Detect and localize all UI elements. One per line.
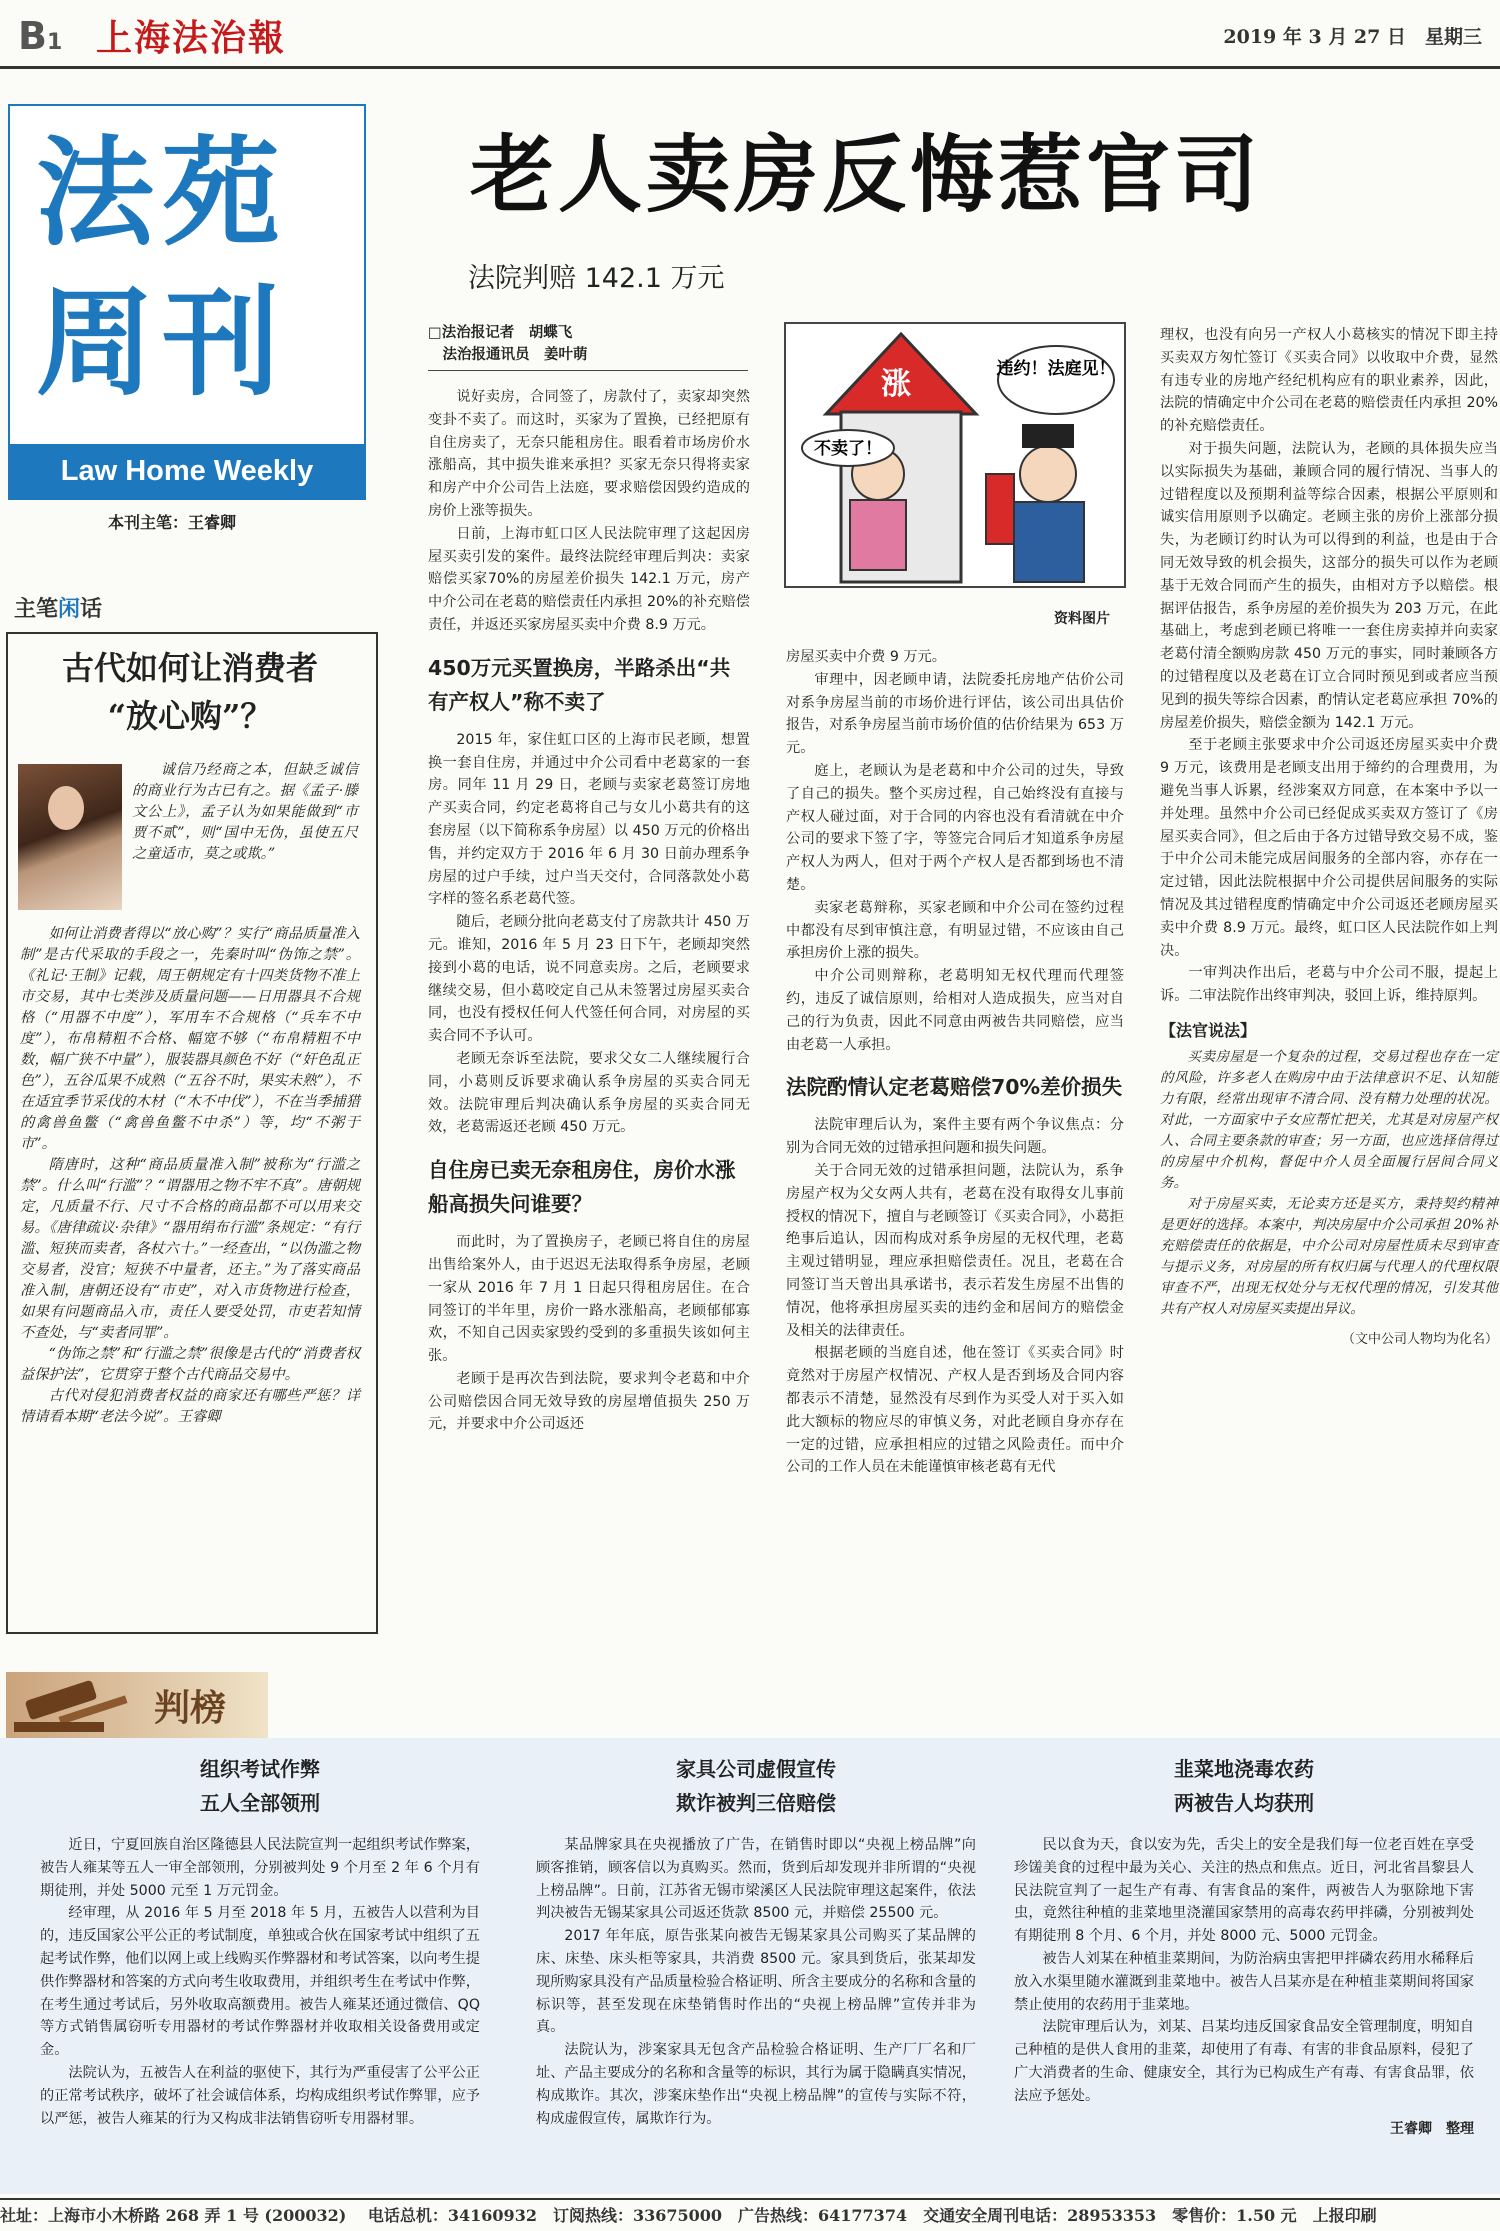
panbang-gavel-banner	[6, 1672, 268, 1738]
column-para: 古代对侵犯消费者权益的商家还有哪些严惩？详情请看本期“老法今说”。王睿卿	[20, 1388, 360, 1425]
panbang-title: 两被告人均获刑	[1174, 1791, 1314, 1815]
column-intro: 诚信乃经商之本，但缺乏诚信的商业行为古已有之。据《孟子·滕文公上》，孟子认为如果能做到“市贾不贰”，则“国中无伪，虽使五尺之童适市，莫之或欺。”	[132, 762, 358, 862]
column-title: 古代如何让消费者 “放心购”？	[61, 649, 318, 735]
panbang-title: 组织考试作弊	[200, 1757, 320, 1781]
column-body	[20, 924, 360, 1428]
panbang-title: 韭菜地浇毒农药	[1174, 1757, 1314, 1781]
byline-rule	[428, 370, 748, 371]
panbang-label: 判榜	[154, 1687, 227, 1729]
house-text: 涨	[881, 367, 911, 402]
article-col-3: 理权，也没有向另一产权人小葛核实的情况下即主持买卖双方匆忙签订《买卖合同》以收取中介费，显然有违专业的房地产经纪机构应有的职业素养，因此，法院的情确定中介公司在老葛的赔偿责任内承担 20%的补充赔偿责任。 对于损失问题，法院认为，老顾的具体损失应当以实际损失为基础，兼顾合同的履行情况、当事人的过错程度以及预期利益等综合因素，根据公平原则和诚实信用原则予以确定。老顾主张的房价上涨部分损失，为老顾订约时认为可以得到的利益，也是由于合同无效导致的机会损失，这部分的损失可以作为老顾基于无效合同而产生的损失，由相对方予以赔偿。根据评估报告，系争房屋的差价损失为 203 万元，在此基础上，考虑到老顾已将唯一一套住房卖掉并向卖家老葛付清全额购房款 450 万元的事实，同时兼顾各方的过错程度以及老葛在订立合同时预见到或者应当预见到的损失等综合因素，酌情认定老葛应承担 70%的房屋差价损失，赔偿金额为 142.1 万元。 至于老顾主张要求中介公司返还房屋买卖中介费 9 万元，该费用是老顾支出用于缔约的合理费用，为避免当事人诉累，经涉案双方同意，在本案中予以一并处理。虽然中介公司已经促成买卖双方签订了《房屋买卖合同》，但之后由于各方过错导致交易不成，鉴于中介公司未能完成居间服务的全部内容，亦存在一定过错，因此法院根据中介公司提供居间服务的实际情况及其过错程度酌情确定中介公司返还老顾房屋买卖中介费 8.9 万元。最终，虹口区人民法院作如上判决。 一审判决作出后，老葛与中介公司不服，提起上诉。二审法院作出终审判决，驳回上诉，维持原判。 【法官说法】 买卖房屋是一个复杂的过程，交易过程也存在一定的风险，许多老人在购房中由于法律意识不足、认知能力有限，经常出现审不清合同、没有精力处理的状况。对此，一方面家中子女应帮忙把关，尤其是对房屋产权人、合同主要条款的审查；另一方面，也应选择信得过的房屋中介机构，督促中介人员全面履行居间合同义务。 对于房屋买卖，无论卖方还是买方，秉持契约精神是更好的选择。本案中，判决房屋中介公司承担 20%补充赔偿责任的依据是，中介公司对房屋性质未尽到审查与提示义务，对房屋的所有权归属与代理人的代理权限审查不严，出现无权处分与无权代理的情况，引发其他共有产权人对房屋买卖提出异议。 （文中公司人物均为化名）	[1160, 327, 1498, 1347]
speech-right: 违约！法庭见！	[996, 359, 1116, 379]
judge-comment-label: 【法官说法】	[1160, 1020, 1257, 1040]
panbang-title: 五人全部领刑	[200, 1791, 320, 1815]
panbang-item: 韭菜地浇毒农药 两被告人均获刑 民以食为天，食以安为先，舌尖上的安全是我们每一位老百姓在享受珍馐美食的过程中最为关心、关注的热点和焦点。近日，河北省昌黎县人民法院宣判了一起生产有毒、有害食品的案件，两被告人为驱除地下害虫，竟然往种植的韭菜地里浇灌国家禁用的高毒农药甲拌磷，分别被判处有期徒刑 8 个月、6 个月，并处 8000 元、5000 元罚金。 被告人刘某在种植韭菜期间，为防治病虫害把甲拌磷农药用水稀释后放入水渠里随水灌溉到韭菜地中。被告人吕某亦是在种植韭菜期间将国家禁止使用的农药用于韭菜地。 法院审理后认为，刘某、吕某均违反国家食品安全管理制度，明知自己种植的是供人食用的韭菜，却使用了有毒、有害的非食品原料，侵犯了广大消费者的生命、健康安全，其行为已构成生产有毒、有害食品罪，依法应予惩处。 王睿卿 整理	[1014, 1752, 1474, 2138]
speech-left: 不卖了！	[814, 439, 882, 459]
panbang-title: 欺诈被判三倍赔偿	[676, 1791, 836, 1815]
brand-english: Law Home Weekly	[8, 444, 366, 498]
article-col-1: 说好卖房，合同签了，房款付了，卖家却突然变卦不卖了。而这时，买家为了置换，已经把原有自住房卖了，无奈只能租房住。眼看着市场房价水涨船高，其中损失谁来承担？买家无奈只得将卖家和房产中介公司告上法庭，要求赔偿因毁约造成的房价上涨等损失。 日前，上海市虹口区人民法院审理了这起因房屋买卖引发的案件。最终法院经审理后判决：卖家赔偿买家70%的房屋差价损失 142.1 万元，房产中介公司在老葛的赔偿责任内承担 20%的补充赔偿责任，并返还买家房屋买卖中介费 8.9 万元。 450万元买置换房，半路杀出“共有产权人”称不卖了 2015 年，家住虹口区的上海市民老顾，想置换一套自住房，并通过中介公司看中老葛家的一套房。同年 11 月 29 日，老顾与卖家老葛签订房地产买卖合同，约定老葛将自己与女儿小葛共有的这套房屋（以下简称系争房屋）以 450 万元的价格出售，并约定双方于 2016 年 6 月 30 日前办理系争房屋的过户手续，过户当天交付，合同落款处小葛字样的签名系老葛代签。 随后，老顾分批向老葛支付了房款共计 450 万元。谁知，2016 年 5 月 23 日下午，老顾却突然接到小葛的电话，说不同意卖房。之后，老顾要求继续交易，但小葛咬定自己从未签署过房屋买卖合同，也没有授权任何人代签任何合同，对房屋的买卖合同不予认可。 老顾无奈诉至法院，要求父女二人继续履行合同，小葛则反诉要求确认系争房屋的买卖合同无效。法院审理后判决确认系争房屋的买卖合同无效，老葛需返还老顾 450 万元。 自住房已卖无奈租房住，房价水涨船高损失问谁要？ 而此时，为了置换房子，老顾已将自住的房屋出售给案外人，由于迟迟无法取得系争房屋，老顾一家从 2016 年 7 月 1 日起只得租房居住。在合同签订的半年里，房价一路水涨船高，老顾郁郁寡欢，不知自己因卖家毁约受到的多重损失该如何主张。 老顾于是再次告到法院，要求判令老葛和中介公司赔偿因合同无效导致的房屋增值损失 250 万元，并要求中介公司返还	[428, 389, 750, 1433]
headline: 老人卖房反悔惹官司	[470, 125, 1263, 224]
signoff: 王睿卿 整理	[1390, 2120, 1474, 2137]
panbang-item: 家具公司虚假宣传 欺诈被判三倍赔偿 某品牌家具在央视播放了广告，在销售时即以“央视上榜品牌”向顾客推销，顾客信以为真购买。然而，货到后却发现并非所谓的“央视上榜品牌”。日前，江苏省无锡市梁溪区人民法院审理这起案件，依法判决被告无锡某家具公司返还货款 8500 元，并赔偿 25500 元。 2017 年年底，原告张某向被告无锡某家具公司购买了某品牌的床、床垫、床头柜等家具，共消费 8500 元。家具到货后，张某却发现所购家具没有产品质量检验合格证明、所含主要成分的名称和含量的标识等，甚至发现在床垫销售时作出的“央视上榜品牌”宣传并非为真。 法院认为，涉案家具无包含产品检验合格证明、生产厂厂名和厂址、产品主要成分的名称和含量等的标识，其行为属于隐瞒真实情况，构成欺诈。其次，涉案床垫作出“央视上榜品牌”的宣传与实际不符，构成虚假宣传，属欺诈行为。	[536, 1752, 976, 2130]
article-subheading: 450万元买置换房，半路杀出“共有产权人”称不卖了	[428, 655, 731, 714]
article-col-2: 房屋买卖中介费 9 万元。 审理中，因老顾申请，法院委托房地产估价公司对系争房屋当前的市场价进行评估，该公司出具估价报告，对系争房屋当前市场价值的估价结果为 653 万元。 庭上，老顾认为是老葛和中介公司的过失，导致了自己的损失。整个买房过程，自己始终没有直接与产权人碰过面，对于合同的内容也没有看清就在中介公司的要求下签了字，等签完合同后才知道系争房屋产权人为两人，但对于两个产权人是否都到场也不清楚。 卖家老葛辩称，买家老顾和中介公司在签约过程中都没有尽到审慎注意，有明显过错，不应该由自己承担房价上涨的损失。 中介公司则辩称，老葛明知无权代理而代理签约，违反了诚信原则，给相对人造成损失，应当对自己的行为负责，因此不同意由两被告共同赔偿，应当由老葛一人承担。 法院酌情认定老葛赔偿70%差价损失 法院审理后认为，案件主要有两个争议焦点：分别为合同无效的过错承担问题和损失问题。 关于合同无效的过错承担问题，法院认为，系争房屋产权为父女两人共有，老葛在没有取得女儿事前授权的情况下，擅自与老顾签订《买卖合同》，小葛拒绝事后追认，因而构成对系争房屋的无权代理，老葛主观过错明显，理应承担赔偿责任。况且，老葛在合同签订当天曾出具承诺书，表示若发生房屋不出售的情况，他将承担房屋买卖的违约金和居间方的赔偿金及相关的法律责任。 根据老顾的当庭自述，他在签订《买卖合同》时竟然对于房屋产权情况、产权人是否到场及合同内容都表示不清楚，显然没有尽到作为买受人对于买入如此大额标的物应尽的审慎义务，对此老顾自身亦存在一定的过错，应承担相应的过错之风险责任。而中介公司的工作人员在未能谨慎审核老葛有无代	[786, 649, 1124, 1476]
article-subheading: 自住房已卖无奈租房住，房价水涨船高损失问谁要？	[428, 1158, 736, 1217]
image-caption: 资料图片	[1054, 611, 1110, 627]
page-badge: B1	[18, 14, 63, 58]
names-note: （文中公司人物均为化名）	[1341, 1331, 1498, 1347]
issue-date: 2019 年 3 月 27 日 星期三	[1223, 26, 1482, 48]
author-photo	[18, 764, 122, 910]
column-para: “伪饰之禁”和“行滥之禁”很像是古代的“消费者权益保护法”，它贯穿于整个古代商品交易中。	[20, 1346, 360, 1383]
column-para: 隋唐时，这种“商品质量准入制”被称为“行滥之禁”。什么叫“行滥”？“谓器用之物不牢不真”。唐朝规定，凡质量不行、尺寸不合格的商品都不可以用来交易。《唐律疏议·杂律》“器用绢布行滥”条规定：“有行滥、短狭而卖者，各杖六十。”一经查出，“以伪滥之物交易者，没官；短狭不中量者，还主。”为了落实商品准入制，唐朝还设有“市吏”，对入市货物进行检查，如果有问题商品入市，责任人要受处罚，市吏若知情不查处，与“卖者同罪”。	[20, 1157, 360, 1341]
subheadline: 法院判赔 142.1 万元	[468, 263, 725, 294]
byline: □法治报记者 胡蝶飞 法治报通讯员 姜叶萌	[428, 325, 588, 363]
column-label: 主笔闲话	[14, 597, 103, 622]
panbang-title: 家具公司虚假宣传	[676, 1757, 836, 1781]
section-brand: 法苑 周刊	[36, 124, 289, 412]
footer-info: 社址：上海市小木桥路 268 弄 1 号 (200032) 电话总机：34160932 订阅热线：33675000 广告热线：64177374 交通安全周刊电话：28953353 零售价：1.50 元 上报印刷	[0, 2198, 1500, 2231]
panbang-item: 组织考试作弊 五人全部领刑 近日，宁夏回族自治区隆德县人民法院宣判一起组织考试作弊案，被告人雍某等五人一审全部领刑，分别被判处 9 个月至 2 年 6 个月有期徒刑，并处 5000 元至 1 万元罚金。 经审理，从 2016 年 5 月至 2018 年 5 月，五被告人以营利为目的，违反国家公平公正的考试制度，单独或合伙在国家考试中组织了五起考试作弊，他们以网上或上线购买作弊器材和考试答案，以向考生提供作弊器材和答案的方式向考生收取费用，并组织考生在考试中作弊，在考生通过考试后，另外收取高额费用。被告人雍某还通过微信、QQ 等方式销售属窃听专用器材的考试作弊器材并收取相关设备费用或定金。 法院认为，五被告人在利益的驱使下，其行为严重侵害了公平公正的正常考试秩序，破坏了社会诚信体系，均构成组织考试作弊罪，应予以严惩，被告人雍某的行为又构成非法销售窃听专用器材罪。	[40, 1752, 480, 2130]
chief-editor: 本刊主笔：王睿卿	[108, 513, 237, 532]
cartoon-illustration	[784, 322, 1126, 588]
newspaper-name: 上海法治報	[96, 17, 287, 59]
article-subheading: 法院酌情认定老葛赔偿70%差价损失	[786, 1075, 1123, 1100]
column-para: 如何让消费者得以“放心购”？实行“商品质量准入制”是古代采取的手段之一，先秦时叫“伪饰之禁”。《礼记·王制》记载，周王朝规定有十四类货物不准上市交易，其中七类涉及质量问题——日用器具不合规格（“用器不中度”），军用车不合规格（“兵车不中度”），布帛精粗不合格、幅宽不够（“布帛精粗不中数，幅广狭不中量”），服装器具颜色不好（“奸色乱正色”），五谷瓜果不成熟（“五谷不时，果实未熟”），不在适宜季节采伐的木材（“木不中伐”），不在当季捕猎的禽兽鱼鳖（“禽兽鱼鳖不中杀”）等，均“不粥于市”。	[20, 926, 360, 1152]
